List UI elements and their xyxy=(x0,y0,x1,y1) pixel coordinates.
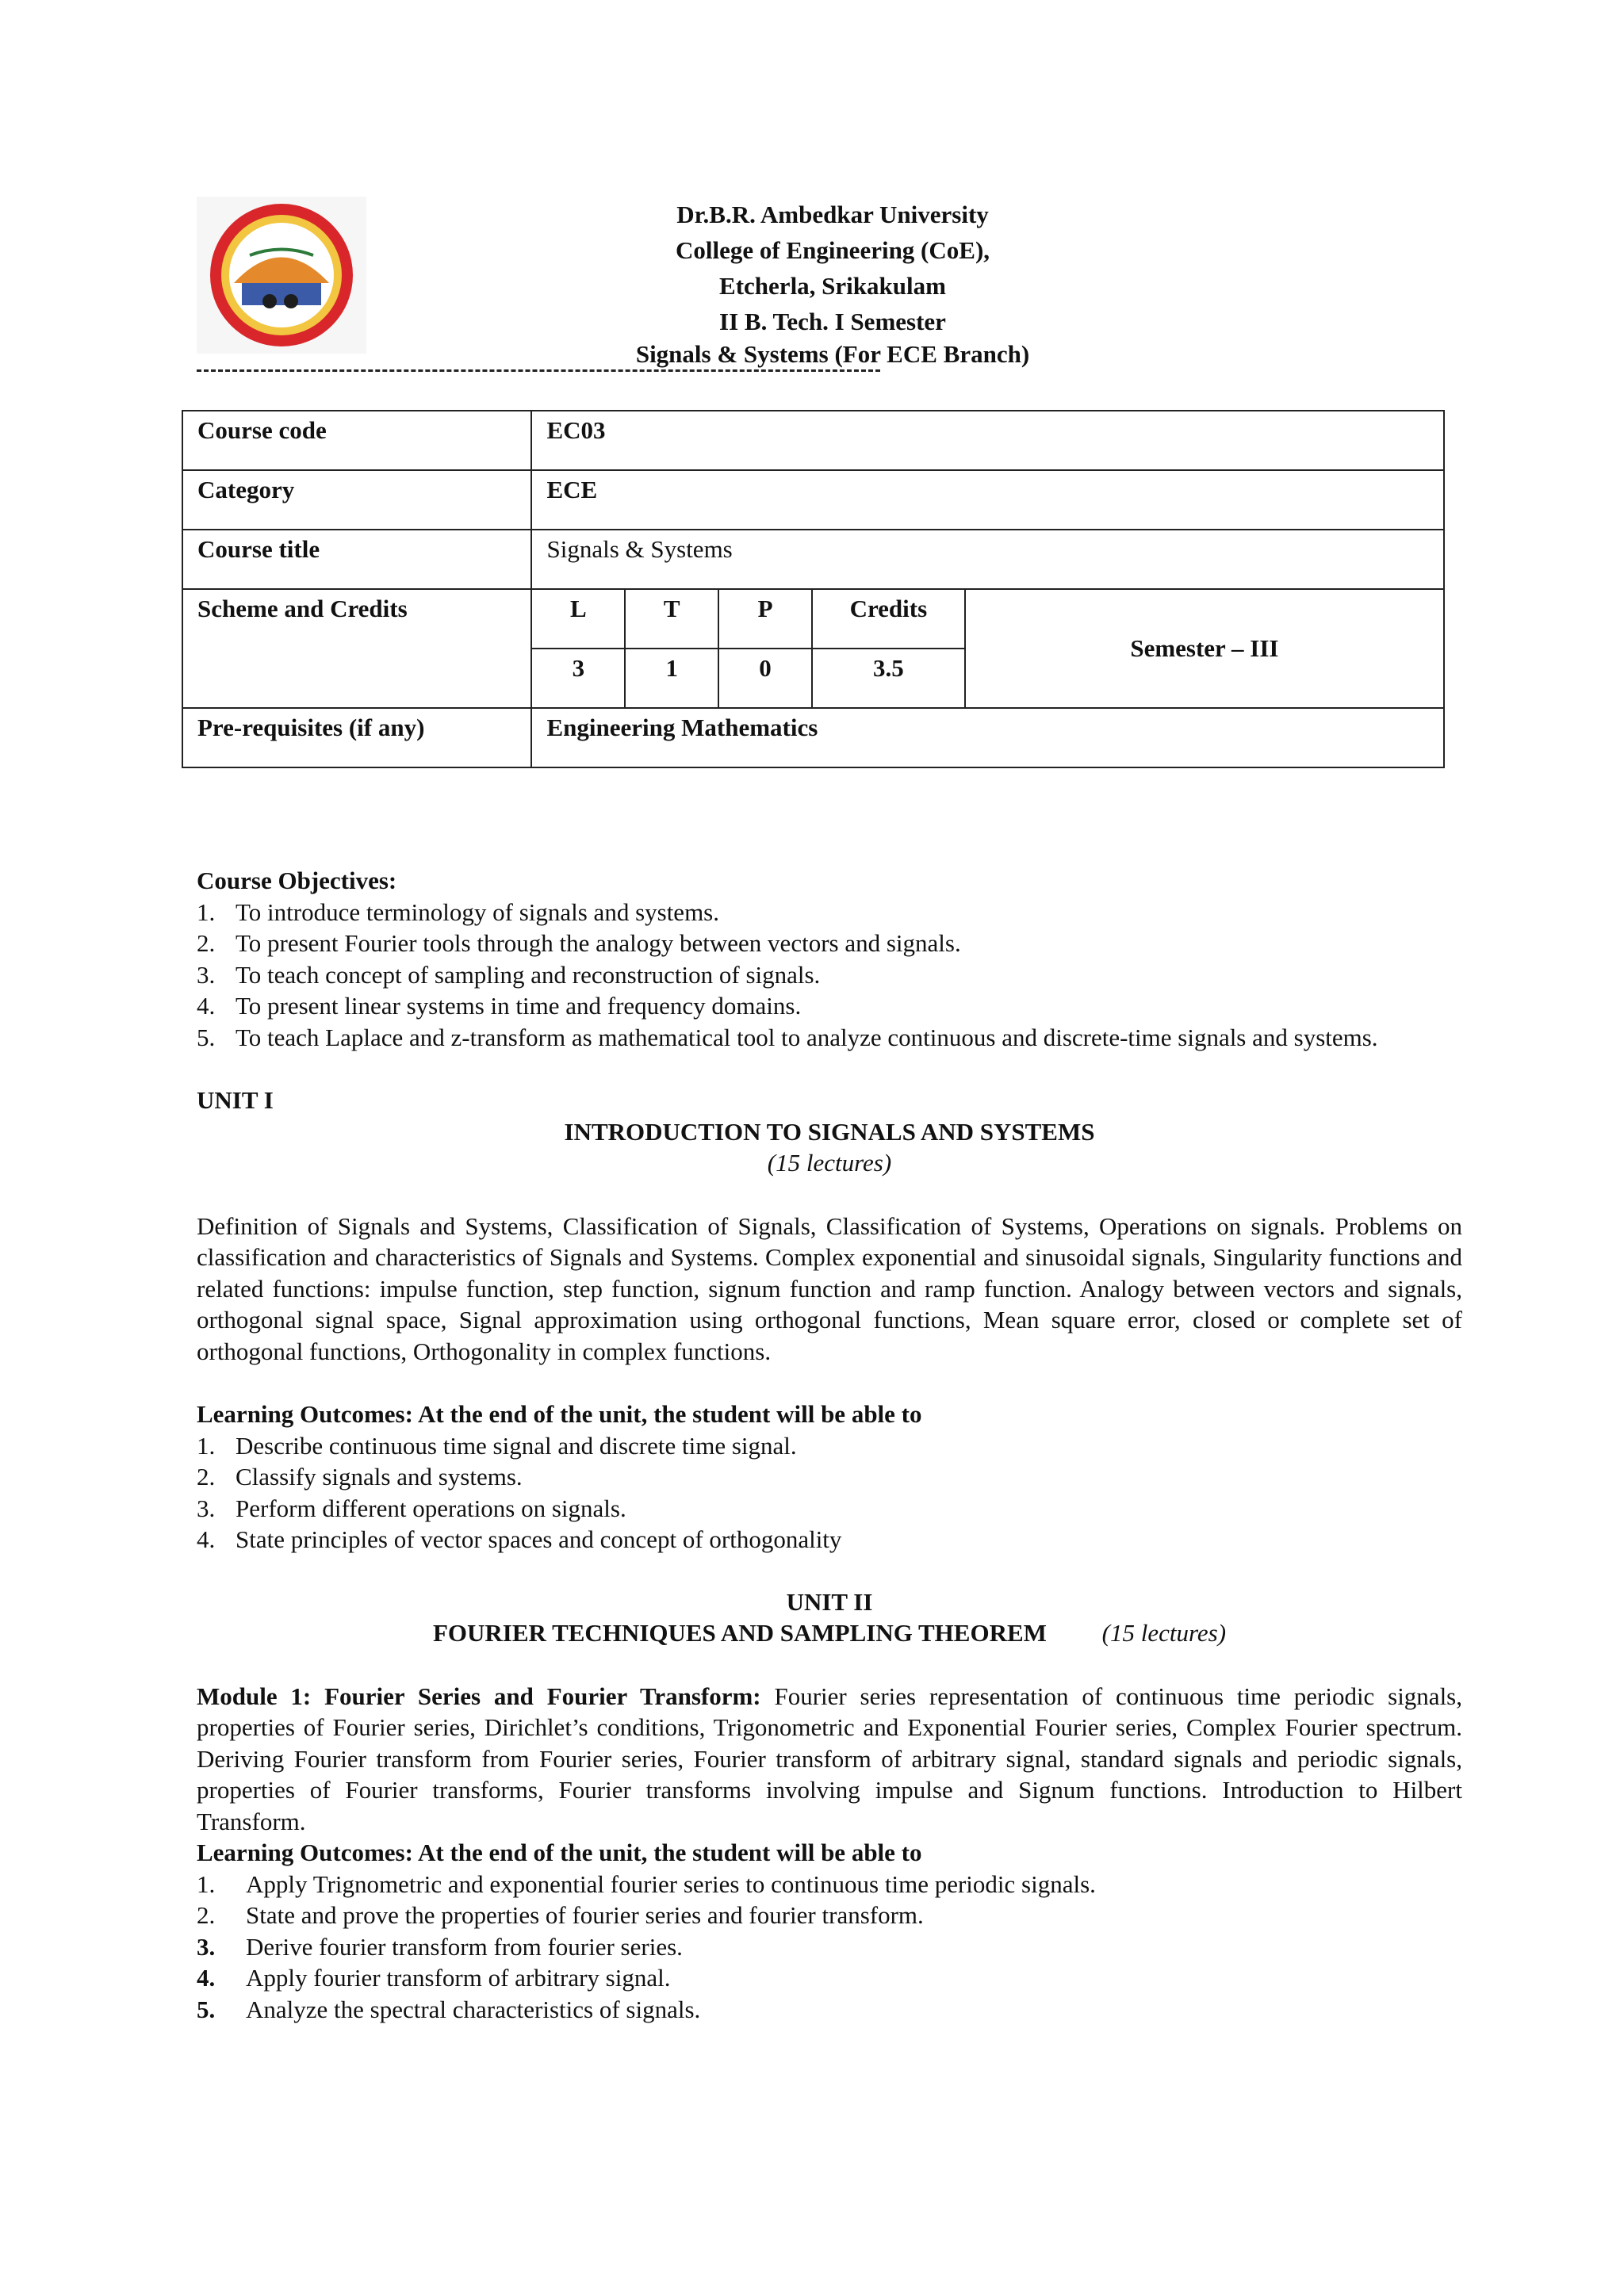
ltp-value-l: 3 xyxy=(531,649,625,708)
unit1-lectures: (15 lectures) xyxy=(767,1149,892,1177)
semester-value: Semester – III xyxy=(965,589,1444,708)
unit1-label: UNIT I xyxy=(197,1086,274,1114)
list-item: 5. Analyze the spectral characteristics of signals. xyxy=(197,1995,701,2023)
module1-text: Fourier series representation of continuous time periodic signals, properties of Fourier series, Dirichlet’s conditions, Trigonometric and Exponential Fourier series, Complex Fourier spectrum. Deriving Fourier transform from Fourier series, Fourier transform of arbitrary signal, standard signals and periodic signals, properties of Fourier transforms, Fourier transforms involving impulse and Signum functions. Introduction to Hilbert Transform. xyxy=(197,1682,1462,1835)
list-item: 1. To introduce terminology of signals and systems. xyxy=(197,897,719,926)
list-item: 2. Classify signals and systems. xyxy=(197,1463,523,1490)
ltp-header-t: T xyxy=(625,589,718,649)
unit2-outcomes-list xyxy=(197,1869,1462,2026)
category-label: Category xyxy=(182,470,531,530)
course-title-value: Signals & Systems xyxy=(531,530,1444,589)
unit2-outcomes-heading: Learning Outcomes: At the end of the unit, the student will be able to xyxy=(197,1839,922,1866)
category-value: ECE xyxy=(531,470,1444,530)
college-name: College of Engineering (CoE), xyxy=(675,236,990,264)
table-row xyxy=(182,530,1444,589)
table-row xyxy=(182,708,1444,767)
unit1-description: Definition of Signals and Systems, Classification of Signals, Classification of Systems, Operations on signals. Problems on classification and characteristics of Signals and Systems. Complex exponential and sinusoidal signals, Singularity functions and related functions: impulse function, step function, signum function and ramp function. Analogy between vectors and signals, orthogonal signal space, Signal approximation using orthogonal functions, Mean square error, closed or complete set of orthogonal functions, Orthogonality in complex functions. xyxy=(197,1211,1462,1365)
unit2-title-row xyxy=(197,1617,1462,1649)
list-item: 4. To present linear systems in time and frequency domains. xyxy=(197,992,802,1020)
ltp-header-l: L xyxy=(531,589,625,649)
college-location: Etcherla, Srikakulam xyxy=(719,272,946,300)
unit2-title: FOURIER TECHNIQUES AND SAMPLING THEOREM xyxy=(432,1619,1047,1647)
course-info-table xyxy=(182,410,1445,768)
prereq-value: Engineering Mathematics xyxy=(531,708,1444,767)
scheme-label: Scheme and Credits xyxy=(182,589,531,708)
list-item: 2. State and prove the properties of fourier series and fourier transform. xyxy=(197,1901,924,1929)
university-seal-icon xyxy=(202,200,361,350)
objectives-heading: Course Objectives: xyxy=(197,867,397,894)
list-item: 2. To present Fourier tools through the analogy between vectors and signals. xyxy=(197,929,961,957)
unit1-outcomes-heading: Learning Outcomes: At the end of the unit, the student will be able to xyxy=(197,1400,922,1428)
list-item: 3. Derive fourier transform from fourier series. xyxy=(197,1932,683,1961)
objectives-list xyxy=(197,897,1462,1054)
list-item: 5. To teach Laplace and z-transform as mathematical tool to analyze continuous and discrete-time signals and systems. xyxy=(197,1023,1378,1051)
course-title-label: Course title xyxy=(182,530,531,589)
semester-line: II B. Tech. I Semester xyxy=(719,308,946,335)
unit2-module1 xyxy=(197,1681,1462,1838)
list-item: 1. Apply Trignometric and exponential fourier series to continuous time periodic signals. xyxy=(197,1869,1096,1898)
list-item: 3. Perform different operations on signals. xyxy=(197,1494,626,1522)
list-item: 4. State principles of vector spaces and concept of orthogonality xyxy=(197,1525,842,1553)
table-row xyxy=(182,589,1444,649)
list-item: 1. Describe continuous time signal and discrete time signal. xyxy=(197,1431,797,1460)
list-item: 3. To teach concept of sampling and reconstruction of signals. xyxy=(197,960,821,989)
unit1-title: INTRODUCTION TO SIGNALS AND SYSTEMS xyxy=(564,1117,1095,1146)
unit1-outcomes-list xyxy=(197,1430,1462,1556)
table-row xyxy=(182,411,1444,470)
university-name: Dr.B.R. Ambedkar University xyxy=(676,201,989,228)
dashed-divider xyxy=(197,369,880,372)
ltp-header-p: P xyxy=(718,589,812,649)
ltp-value-p: 0 xyxy=(718,649,812,708)
ltp-header-credits: Credits xyxy=(812,589,965,649)
table-row xyxy=(182,470,1444,530)
ltp-value-credits: 3.5 xyxy=(812,649,965,708)
syllabus-body xyxy=(197,865,1462,2025)
unit2-label: UNIT II xyxy=(786,1587,873,1616)
document-header xyxy=(508,197,1158,369)
list-item: 4. Apply fourier transform of arbitrary signal. xyxy=(197,1964,671,1992)
subject-line: Signals & Systems (For ECE Branch) xyxy=(635,340,1030,368)
university-logo xyxy=(197,197,366,354)
module1-heading: Module 1: Fourier Series and Fourier Transform: xyxy=(197,1682,761,1710)
ltp-value-t: 1 xyxy=(625,649,718,708)
prereq-label: Pre-requisites (if any) xyxy=(182,708,531,767)
unit2-lectures: (15 lectures) xyxy=(1101,1619,1227,1647)
course-code-label: Course code xyxy=(182,411,531,470)
course-code-value: EC03 xyxy=(531,411,1444,470)
